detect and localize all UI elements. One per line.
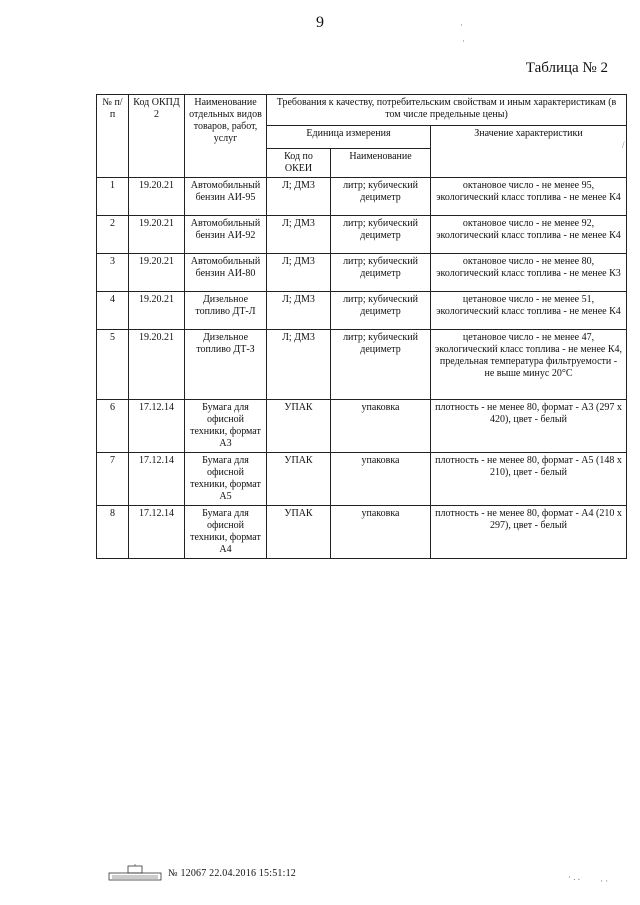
table-row: [97, 400, 627, 453]
header-name: Наименование отдельных видов товаров, работ, услуг: [185, 95, 267, 178]
cell-unit: упаковка: [331, 400, 431, 453]
cell-num: 6: [97, 400, 129, 453]
cell-okei: УПАК: [267, 506, 331, 559]
cell-value: плотность - не менее 80, формат - А3 (297 х 420), цвет - белый: [431, 400, 627, 453]
cell-okei: Л; ДМ3: [267, 254, 331, 292]
cell-name: Бумага для офисной техники, формат А4: [185, 506, 267, 559]
cell-okei: УПАК: [267, 400, 331, 453]
cell-unit: литр; кубический дециметр: [331, 216, 431, 254]
cell-code: 17.12.14: [129, 400, 185, 453]
cell-code: 19.20.21: [129, 254, 185, 292]
table-row: [97, 254, 627, 292]
cell-value: цетановое число - не менее 51, экологический класс топлива - не менее К4: [431, 292, 627, 330]
cell-unit: литр; кубический дециметр: [331, 292, 431, 330]
cell-code: 19.20.21: [129, 178, 185, 216]
cell-num: 4: [97, 292, 129, 330]
scan-speck: · ·: [600, 876, 609, 886]
cell-num: 3: [97, 254, 129, 292]
cell-okei: Л; ДМ3: [267, 292, 331, 330]
registry-logo-icon: [108, 864, 162, 882]
cell-code: 17.12.14: [129, 506, 185, 559]
cell-name: Автомобильный бензин АИ-92: [185, 216, 267, 254]
header-unit-name: Наименование: [331, 149, 431, 178]
cell-code: 17.12.14: [129, 453, 185, 506]
table-row: [97, 178, 627, 216]
header-unit: Единица измерения: [267, 126, 431, 149]
cell-name: Автомобильный бензин АИ-95: [185, 178, 267, 216]
cell-value: октановое число - не менее 95, экологический класс топлива - не менее К4: [431, 178, 627, 216]
scan-speck: · . .: [568, 872, 580, 882]
cell-unit: литр; кубический дециметр: [331, 330, 431, 400]
cell-num: 5: [97, 330, 129, 400]
cell-code: 19.20.21: [129, 292, 185, 330]
cell-value: цетановое число - не менее 47, экологический класс топлива - не менее К4, предельная температура фильтруемости - не выше минус 20°С: [431, 330, 627, 400]
header-code: Код ОКПД 2: [129, 95, 185, 178]
cell-okei: Л; ДМ3: [267, 330, 331, 400]
cell-value: плотность - не менее 80, формат - А5 (148 х 210), цвет - белый: [431, 453, 627, 506]
table-row: [97, 292, 627, 330]
scan-speck: /: [622, 140, 625, 150]
header-requirements: Требования к качеству, потребительским свойствам и иным характеристикам (в том числе предельные цены): [267, 95, 627, 126]
cell-value: плотность - не менее 80, формат - А4 (210 х 297), цвет - белый: [431, 506, 627, 559]
header-num: № п/п: [97, 95, 129, 178]
document-footer: [108, 864, 296, 882]
cell-okei: Л; ДМ3: [267, 178, 331, 216]
scan-speck: ·: [462, 36, 465, 46]
cell-value: октановое число - не менее 80, экологический класс топлива - не менее К3: [431, 254, 627, 292]
cell-name: Автомобильный бензин АИ-80: [185, 254, 267, 292]
cell-value: октановое число - не менее 92, экологический класс топлива - не менее К4: [431, 216, 627, 254]
cell-code: 19.20.21: [129, 216, 185, 254]
cell-name: Бумага для офисной техники, формат А3: [185, 400, 267, 453]
table-title: Таблица № 2: [525, 60, 608, 76]
cell-unit: упаковка: [331, 506, 431, 559]
cell-name: Дизельное топливо ДТ-З: [185, 330, 267, 400]
cell-unit: упаковка: [331, 453, 431, 506]
cell-unit: литр; кубический дециметр: [331, 254, 431, 292]
table-row: [97, 216, 627, 254]
header-okei: Код по ОКЕИ: [267, 149, 331, 178]
cell-name: Бумага для офисной техники, формат А5: [185, 453, 267, 506]
cell-okei: УПАК: [267, 453, 331, 506]
cell-num: 7: [97, 453, 129, 506]
table-row: [97, 330, 627, 400]
cell-num: 1: [97, 178, 129, 216]
table-row: [97, 506, 627, 559]
requirements-table: [96, 94, 627, 559]
table-row: [97, 453, 627, 506]
page-number: 9: [316, 14, 324, 31]
cell-unit: литр; кубический дециметр: [331, 178, 431, 216]
header-value: Значение характеристики: [431, 126, 627, 178]
scan-speck: ·: [460, 20, 463, 30]
cell-num: 2: [97, 216, 129, 254]
cell-num: 8: [97, 506, 129, 559]
cell-name: Дизельное топливо ДТ-Л: [185, 292, 267, 330]
document-registration-number: № 12067 22.04.2016 15:51:12: [168, 867, 296, 879]
cell-code: 19.20.21: [129, 330, 185, 400]
cell-okei: Л; ДМ3: [267, 216, 331, 254]
